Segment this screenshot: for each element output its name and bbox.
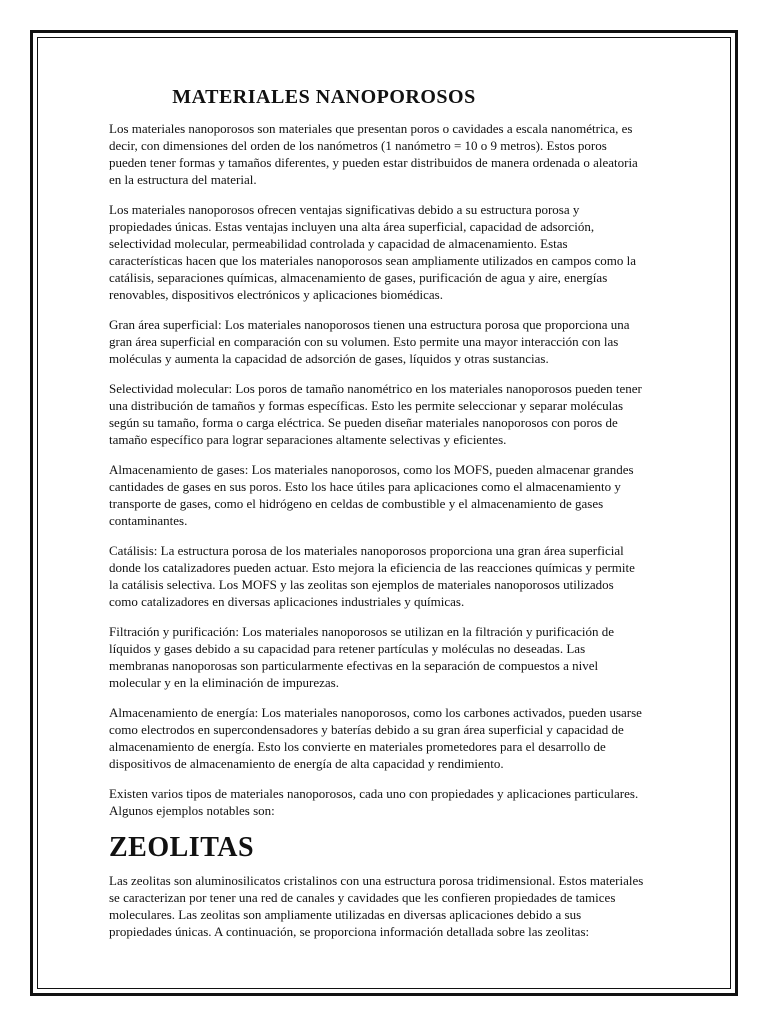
paragraph-ventajas: Los materiales nanoporosos ofrecen ventajas significativas debido a su estructura porosa y propiedades únicas. Estas ventajas incluyen una alta área superficial, capacidad de adsorción, selectividad molecular, permeabilidad controlada y capacidad de almacenamiento. Estas características hacen que los materiales nanoporosos sean ampliamente utilizados en campos como la catálisis, separaciones químicas, almacenamiento de gases, purificación de agua y aire, energías renovables, dispositivos electrónicos y aplicaciones biomédicas. — [109, 202, 637, 302]
document-body — [109, 86, 644, 953]
section-heading-zeolitas: ZEOLITAS — [109, 832, 255, 863]
paragraph-almacenamiento-energia: Almacenamiento de energía: Los materiales nanoporosos, como los carbones activados, pueden usarse como electrodos en supercondensadores y baterías debido a su gran área superficial y capacidad de almacenamiento de energía. Esto los convierte en materiales prometedores para el desarrollo de dispositivos de almacenamiento de energía de alta capacidad y rendimiento. — [109, 705, 642, 771]
paragraph-zeolitas: Las zeolitas son aluminosilicatos cristalinos con una estructura porosa tridimensional. Estos materiales se caracterizan por tener una red de canales y cavidades que les confieren propiedades de tamices moleculares. Las zeolitas son ampliamente utilizadas en diversas aplicaciones debido a sus propiedades únicas. A continuación, se proporciona información detallada sobre las zeolitas: — [109, 873, 644, 939]
paragraph-intro: Los materiales nanoporosos son materiales que presentan poros o cavidades a escala nanométrica, es decir, con dimensiones del orden de los nanómetros (1 nanómetro = 10 o 9 metros). Estos poros pueden tener formas y tamaños diferentes, y pueden estar distribuidos de manera ordenada o aleatoria en la estructura del material. — [109, 121, 638, 187]
paragraph-filtracion: Filtración y purificación: Los materiales nanoporosos se utilizan en la filtración y purificación de líquidos y gases debido a su capacidad para retener partículas y moléculas no deseadas. Las membranas nanoporosas son particularmente efectivas en la separación de compuestos a nivel molecular y en la eliminación de impurezas. — [109, 624, 615, 690]
paragraph-catalisis: Catálisis: La estructura porosa de los materiales nanoporosos proporciona una gran área superficial donde los catalizadores pueden actuar. Esto mejora la eficiencia de las reacciones químicas y permite la catálisis selectiva. Los MOFS y las zeolitas son ejemplos de materiales nanoporosos utilizados como catalizadores en diversas aplicaciones industriales y químicas. — [109, 543, 635, 609]
paragraph-almacenamiento-gases: Almacenamiento de gases: Los materiales nanoporosos, como los MOFS, pueden almacenar grandes cantidades de gases en sus poros. Esto los hace útiles para aplicaciones como el almacenamiento y transporte de gases, como el hidrógeno en celdas de combustible y el almacenamiento de gases contaminantes. — [109, 462, 634, 528]
paragraph-area-superficial: Gran área superficial: Los materiales nanoporosos tienen una estructura porosa que proporciona una gran área superficial en comparación con su volumen. Esto permite una mayor interacción con las moléculas y aumenta la capacidad de adsorción de gases, líquidos y otras sustancias. — [109, 317, 630, 366]
document-title: MATERIALES NANOPOROSOS — [172, 86, 476, 108]
paragraph-tipos: Existen varios tipos de materiales nanoporosos, cada uno con propiedades y aplicaciones particulares. Algunos ejemplos notables son: — [109, 786, 639, 818]
paragraph-selectividad: Selectividad molecular: Los poros de tamaño nanométrico en los materiales nanoporosos pueden tener una distribución de tamaños y formas específicas. Esto les permite seleccionar y separar moléculas según su tamaño, forma o carga eléctrica. Se pueden diseñar materiales nanoporosos con poros de tamaño específico para lograr separaciones altamente selectivas y eficientes. — [109, 381, 642, 447]
